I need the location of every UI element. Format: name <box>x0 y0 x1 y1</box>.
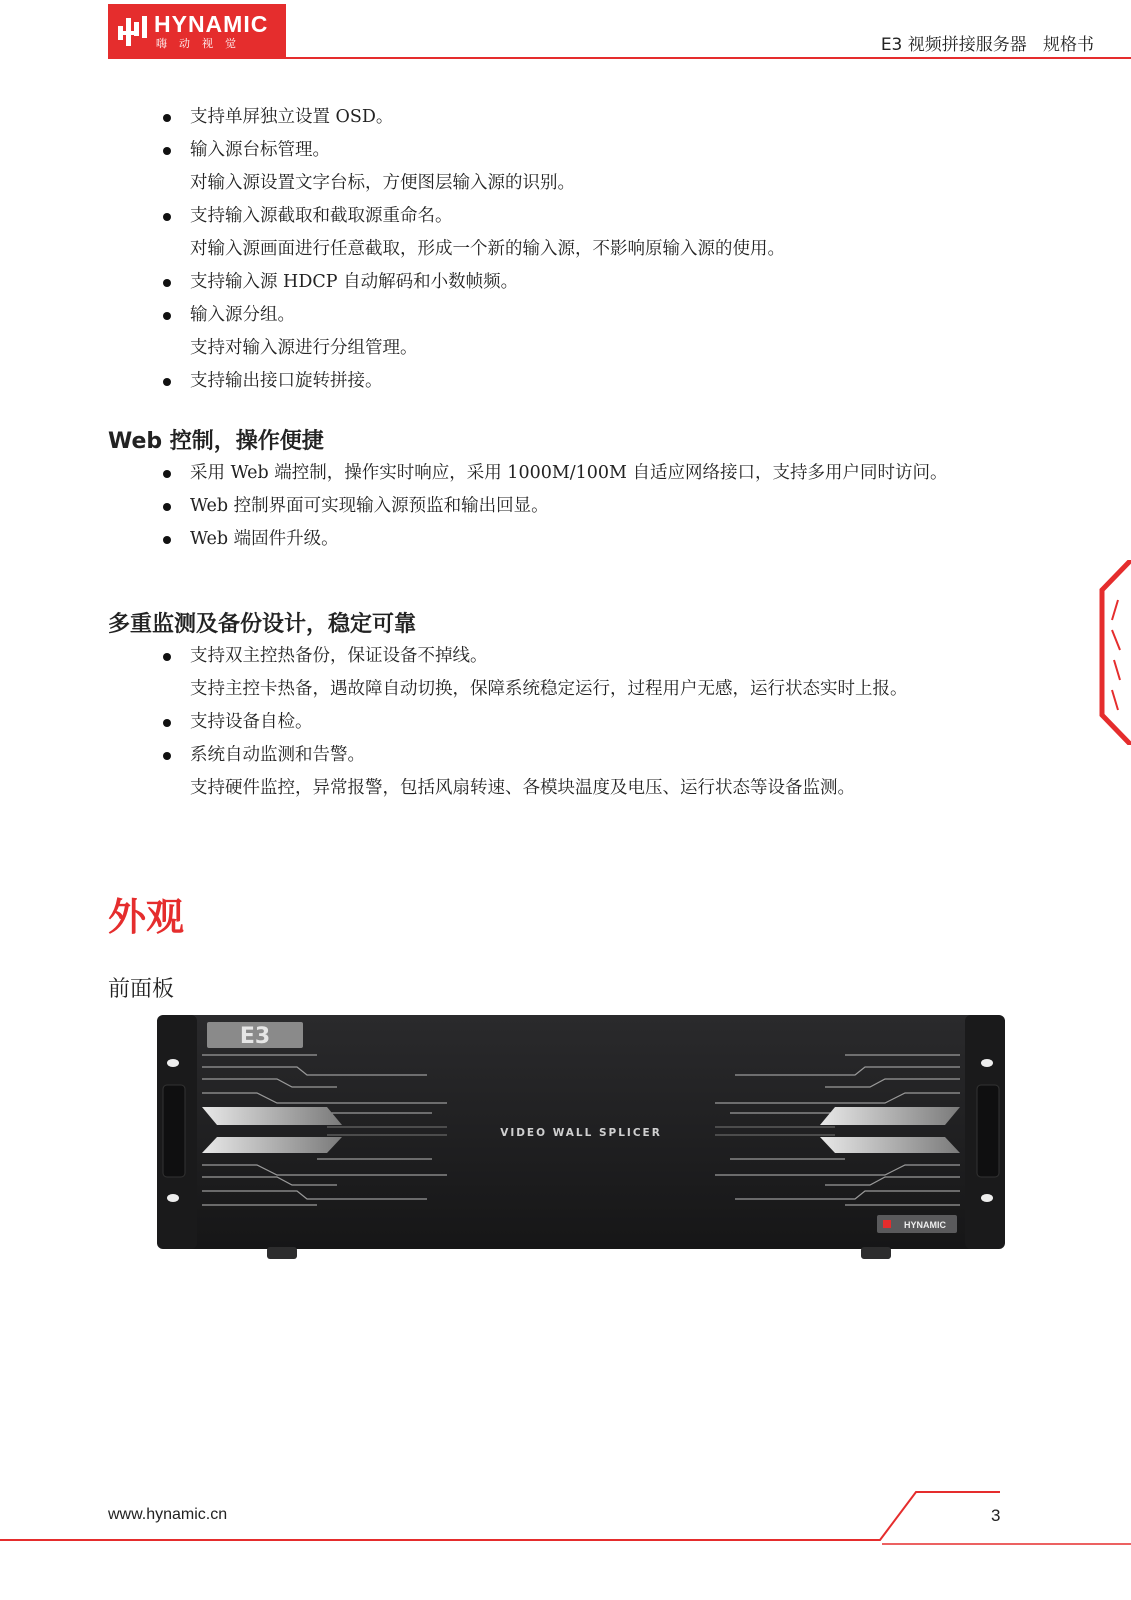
side-tab-decoration <box>1094 560 1131 745</box>
list-item <box>160 461 970 486</box>
logo-subtitle: 嗨动视觉 <box>156 37 248 50</box>
header-divider <box>108 57 1131 59</box>
page-number: 3 <box>991 1506 1001 1525</box>
item-text: 支持输出接口旋转拼接。 <box>190 371 383 391</box>
item-detail: 对输入源设置文字台标，方便图层输入源的识别。 <box>190 173 575 193</box>
list-item <box>160 494 970 519</box>
feature-list-selfcheck <box>160 710 1030 768</box>
feature-list-hdcp <box>160 270 1030 328</box>
section-title-appearance: 外观 <box>108 895 185 939</box>
item-text: 支持双主控热备份，保证设备不掉线。 <box>190 646 488 666</box>
list-item <box>160 270 1030 295</box>
item-text: 输入源台标管理。 <box>190 140 330 160</box>
item-detail: 对输入源画面进行任意截取，形成一个新的输入源，不影响原输入源的使用。 <box>190 239 785 259</box>
item-text: 系统自动监测和告警。 <box>190 745 365 765</box>
item-detail: 支持对输入源进行分组管理。 <box>190 338 418 358</box>
item-detail: 支持主控卡热备，遇故障自动切换，保障系统稳定运行，过程用户无感，运行状态实时上报。 <box>190 679 908 699</box>
list-item <box>160 369 1030 394</box>
device-model-badge: E3 <box>239 1024 271 1049</box>
list-item <box>160 644 1030 669</box>
feature-list-rotate <box>160 369 1030 394</box>
footer-url: www.hynamic.cn <box>108 1506 228 1523</box>
item-text: Web 控制界面可实现输入源预监和输出回显。 <box>190 496 549 516</box>
item-detail: 支持硬件监控，异常报警，包括风扇转速、各模块温度及电压、运行状态等设备监测。 <box>190 778 855 798</box>
section-heading-monitoring: 多重监测及备份设计，稳定可靠 <box>108 612 417 637</box>
feature-list-backup <box>160 644 1030 669</box>
logo-mark-icon <box>116 14 150 50</box>
list-item <box>160 743 1030 768</box>
list-item <box>160 303 1030 328</box>
document-title: E3 视频拼接服务器 规格书 <box>880 35 1094 55</box>
item-text: 输入源分组。 <box>190 305 295 325</box>
feature-list-web <box>160 461 970 552</box>
section-heading-web: Web 控制，操作便捷 <box>108 429 324 454</box>
logo-name: HYNAMIC <box>154 11 269 37</box>
brand-logo <box>108 4 286 58</box>
list-item <box>160 138 1030 163</box>
device-label: VIDEO WALL SPLICER <box>500 1127 662 1139</box>
item-text: 支持单屏独立设置 OSD。 <box>190 107 394 127</box>
list-item <box>160 105 1030 130</box>
list-item <box>160 527 970 552</box>
device-brand-plate: HYNAMIC <box>904 1220 946 1230</box>
item-text: Web 端固件升级。 <box>190 529 339 549</box>
item-text: 支持输入源截取和截取源重命名。 <box>190 206 453 226</box>
item-text: 采用 Web 端控制，操作实时响应，采用 1000M/100M 自适应网络接口，支持多用户同时访问。 <box>190 463 948 483</box>
subsection-title-front-panel: 前面板 <box>108 977 175 1002</box>
feature-list-osd <box>160 105 1030 171</box>
list-item <box>160 710 1030 735</box>
feature-list-crop <box>160 204 1030 229</box>
device-front-panel-image <box>157 1015 1005 1265</box>
item-text: 支持设备自检。 <box>190 712 313 732</box>
list-item <box>160 204 1030 229</box>
item-text: 支持输入源 HDCP 自动解码和小数帧频。 <box>190 272 519 292</box>
